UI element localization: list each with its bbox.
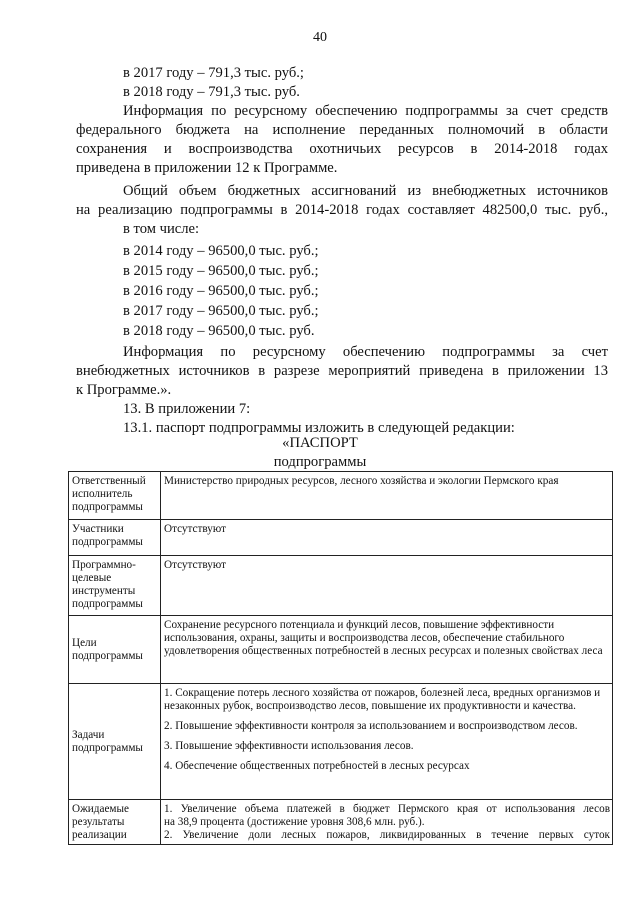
- text-line: на реализацию подпрограммы в 2014-2018 годах составляет 482500,0 тыс. руб.,: [76, 202, 608, 218]
- text-line: в 2018 году – 96500,0 тыс. руб.: [123, 323, 315, 339]
- text-line: приведена в приложении 12 к Программе.: [76, 160, 338, 176]
- text-line: сохранения и воспроизводства охотничьих ресурсов в 2014-2018 годах: [76, 141, 608, 157]
- passport-table: [68, 471, 613, 845]
- row-value: Отсутствуют: [161, 520, 613, 556]
- result-line: 1. Увеличение объема платежей в бюджет Пермского края от использования лесов: [164, 803, 610, 815]
- text-line: Информация по ресурсному обеспечению подпрограммы за счет средств: [123, 103, 608, 119]
- text-line: 13. В приложении 7:: [123, 401, 251, 417]
- row-value: [161, 800, 613, 845]
- text-line: Общий объем бюджетных ассигнований из внебюджетных источников: [123, 183, 608, 199]
- table-row: [69, 616, 613, 684]
- table-row: [69, 472, 613, 520]
- text-line: в 2017 году – 96500,0 тыс. руб.;: [123, 303, 319, 319]
- row-label: Цели подпрограммы: [69, 616, 161, 684]
- text-line: внебюджетных источников в разрезе мероприятий приведена в приложении 13: [76, 363, 608, 379]
- text-line: 13.1. паспорт подпрограммы изложить в следующей редакции:: [123, 420, 515, 436]
- text-line: к Программе.».: [76, 382, 172, 398]
- result-line: 2. Увеличение доли лесных пожаров, ликвидированных в течение первых суток: [164, 829, 610, 841]
- task-item: 3. Повышение эффективности использования лесов.: [164, 740, 414, 752]
- row-label: Задачи подпрограммы: [69, 684, 161, 800]
- table-row: [69, 520, 613, 556]
- text-line: в 2018 году – 791,3 тыс. руб.: [123, 84, 300, 100]
- row-label: Участники подпрограммы: [69, 520, 161, 556]
- row-value: Отсутствуют: [161, 556, 613, 616]
- text-line: Информация по ресурсному обеспечению подпрограммы за счет: [123, 344, 608, 360]
- row-label: Ответственный исполнитель подпрограммы: [69, 472, 161, 520]
- task-item: 2. Повышение эффективности контроля за использованием и воспроизводством лесов.: [164, 720, 578, 732]
- text-line: в 2017 году – 791,3 тыс. руб.;: [123, 65, 304, 81]
- table-row: [69, 556, 613, 616]
- page-number: 40: [313, 30, 327, 45]
- table-row: [69, 800, 613, 845]
- row-label: Ожидаемые результаты реализации: [69, 800, 161, 845]
- result-line: на 38,9 процента (достижение уровня 308,6 млн. руб.).: [164, 816, 425, 828]
- row-value: Министерство природных ресурсов, лесного хозяйства и экологии Пермского края: [161, 472, 613, 520]
- text-line: федерального бюджета на исполнение переданных полномочий в области: [76, 122, 608, 138]
- table-row: [69, 684, 613, 800]
- passport-title: «ПАСПОРТ: [282, 435, 358, 451]
- text-line: в 2016 году – 96500,0 тыс. руб.;: [123, 283, 319, 299]
- row-label: Программно-целевые инструменты подпрограммы: [69, 556, 161, 616]
- row-value: [161, 684, 613, 800]
- text-line: в том числе:: [123, 221, 200, 237]
- task-item: 1. Сокращение потерь лесного хозяйства от пожаров, болезней леса, вредных организмов и незаконных рубок, воспроизводство лесов, повышение их продуктивности и качества.: [164, 687, 601, 712]
- passport-subtitle: подпрограммы: [273, 454, 367, 470]
- row-value: Сохранение ресурсного потенциала и функций лесов, повышение эффективности использования, охраны, защиты и воспроизводства лесов, обеспечение стабильного удовлетворения общественных потребностей в лесных ресурсах и полезных свойствах леса: [161, 616, 613, 684]
- text-line: в 2014 году – 96500,0 тыс. руб.;: [123, 243, 319, 259]
- text-line: в 2015 году – 96500,0 тыс. руб.;: [123, 263, 319, 279]
- task-item: 4. Обеспечение общественных потребностей в лесных ресурсах: [164, 760, 470, 772]
